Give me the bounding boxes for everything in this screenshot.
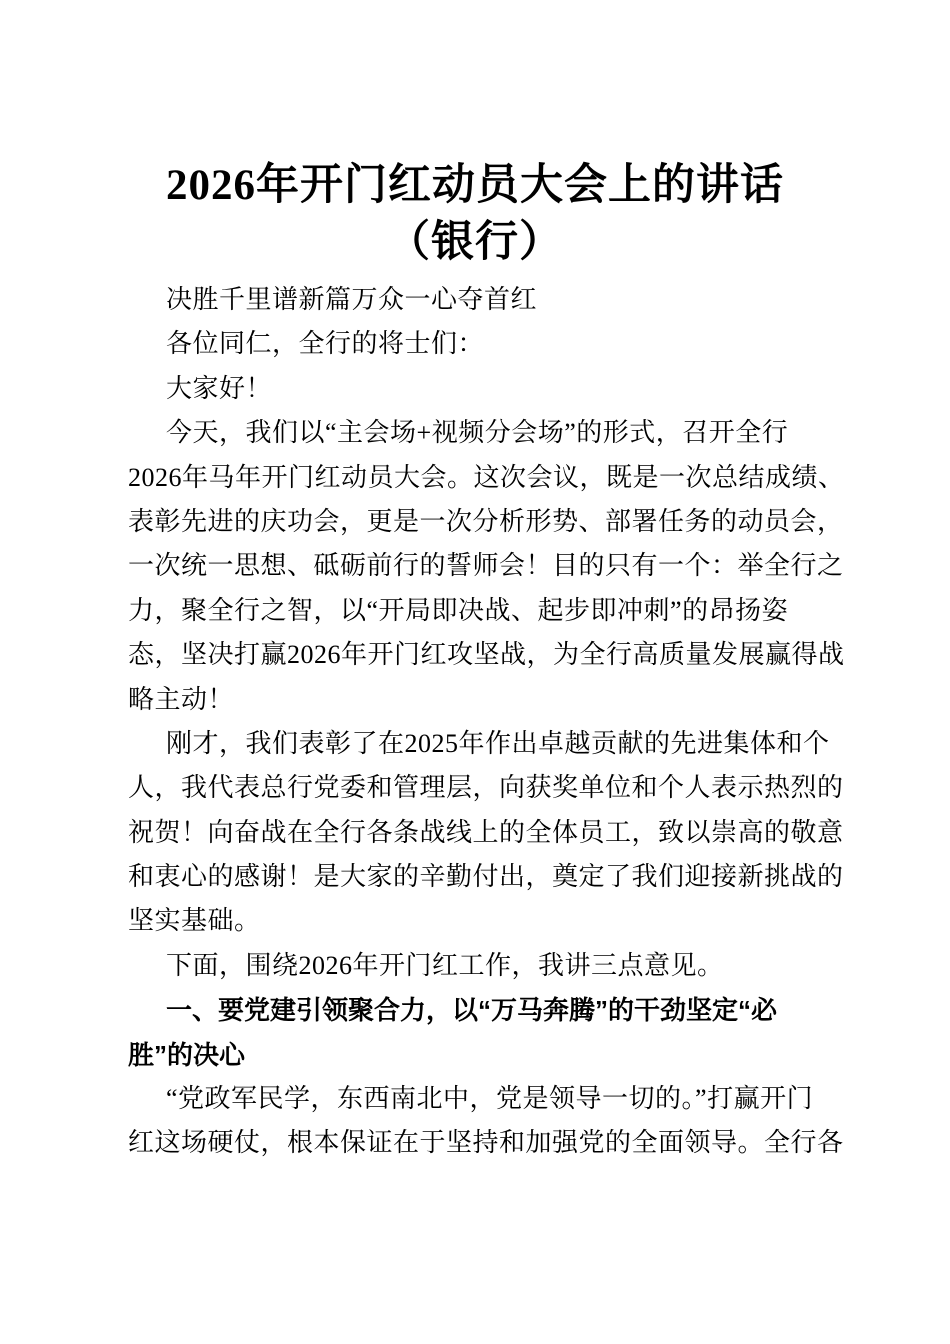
body-line: 一、要党建引领聚合力，以“万马奔腾”的干劲坚定“必: [166, 995, 778, 1026]
body-line: 刚才，我们表彰了在2025年作出卓越贡献的先进集体和个: [166, 728, 830, 758]
document-title-line-2: （银行）: [387, 219, 563, 266]
body-line: 态，坚决打赢2026年开门红攻坚战，为全行高质量发展赢得战: [128, 640, 845, 670]
document-title: [0, 157, 950, 271]
body-line: 红这场硬仗，根本保证在于坚持和加强党的全面领导。全行各: [128, 1128, 844, 1158]
body-line: 力，聚全行之智，以“开局即决战、起步即冲刺”的昂扬姿: [128, 595, 789, 625]
body-line: 略主动！: [128, 684, 235, 714]
body-line: 2026年马年开门红动员大会。这次会议，既是一次总结成绩、: [128, 462, 845, 492]
body-line: 人，我代表总行党委和管理层，向获奖单位和个人表示热烈的: [128, 773, 844, 803]
body-line: 胜”的决心: [128, 1039, 246, 1070]
document-body: [128, 278, 845, 1166]
body-line: 祝贺！向奋战在全行各条战线上的全体员工，致以崇高的敬意: [128, 817, 844, 847]
body-line: 今天，我们以“主会场+视频分会场”的形式，召开全行: [166, 418, 789, 448]
body-line: 决胜千里谱新篇万众一心夺首红: [166, 285, 538, 314]
body-line: 表彰先进的庆功会，更是一次分析形势、部署任务的动员会，: [128, 506, 844, 536]
body-line: 大家好！: [166, 373, 273, 403]
body-line: 各位同仁，全行的将士们：: [166, 329, 485, 359]
body-line: 和衷心的感谢！是大家的辛勤付出，奠定了我们迎接新挑战的: [128, 862, 844, 892]
body-line: “党政军民学，东西南北中，党是领导一切的。”打赢开门: [166, 1084, 814, 1114]
document-title-line-1: 2026年开门红动员大会上的讲话: [166, 162, 784, 209]
body-line: 下面，围绕2026年开门红工作，我讲三点意见。: [166, 950, 724, 980]
body-line: 坚实基础。: [128, 906, 261, 936]
body-line: 一次统一思想、砥砺前行的誓师会！目的只有一个：举全行之: [128, 551, 844, 581]
